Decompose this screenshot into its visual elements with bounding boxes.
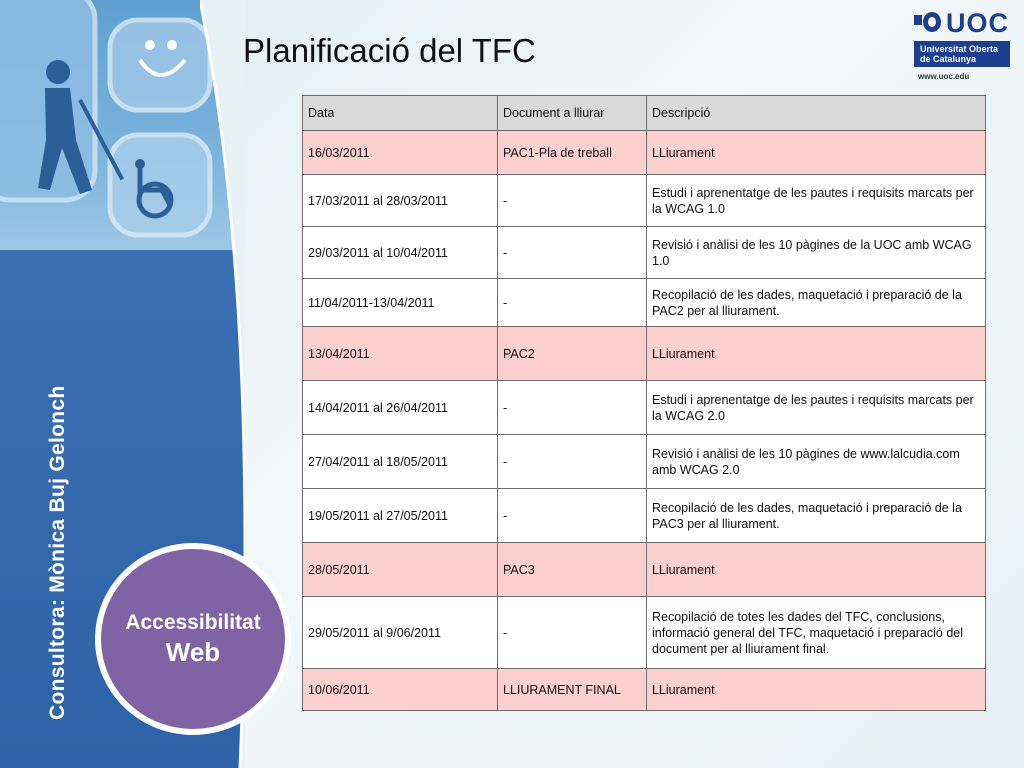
table-row	[303, 327, 986, 381]
cell-description: Revisió i anàlisi de les 10 pàgines de la UOC amb WCAG 1.0	[647, 227, 986, 279]
cell-document: -	[498, 381, 647, 435]
cell-date: 16/03/2011	[303, 131, 498, 175]
cell-description: Revisió i anàlisi de les 10 pàgines de www.lalcudia.com amb WCAG 2.0	[647, 435, 986, 489]
cell-document: PAC3	[498, 543, 647, 597]
accessibility-badge	[101, 549, 285, 729]
table-row	[303, 279, 986, 327]
table-row	[303, 435, 986, 489]
cell-date: 29/03/2011 al 10/04/2011	[303, 227, 498, 279]
logo-wordmark: UOC	[946, 7, 1009, 38]
cell-document: -	[498, 435, 647, 489]
cell-date: 10/06/2011	[303, 669, 498, 711]
cell-date: 28/05/2011	[303, 543, 498, 597]
logo-institution	[914, 41, 1010, 67]
uoc-logo	[914, 8, 1014, 86]
table-row	[303, 227, 986, 279]
cell-date: 27/04/2011 al 18/05/2011	[303, 435, 498, 489]
schedule-table	[302, 95, 986, 711]
table-row	[303, 669, 986, 711]
table-header-row	[303, 96, 986, 131]
cell-document: LLIURAMENT FINAL	[498, 669, 647, 711]
uoc-logo-icon	[914, 12, 942, 34]
cell-description: Recopilació de les dades, maquetació i preparació de la PAC2 per al lliurament.	[647, 279, 986, 327]
column-header-date: Data	[303, 96, 498, 131]
logo-url: www.uoc.edu	[918, 72, 970, 81]
schedule-table-container	[302, 95, 985, 711]
cell-document: -	[498, 175, 647, 227]
cell-date: 19/05/2011 al 27/05/2011	[303, 489, 498, 543]
cell-description: Estudi i aprenentatge de les pautes i requisits marcats per la WCAG 2.0	[647, 381, 986, 435]
cell-description: LLiurament	[647, 543, 986, 597]
cell-date: 14/04/2011 al 26/04/2011	[303, 381, 498, 435]
table-row	[303, 597, 986, 669]
badge-line-1: Accessibilitat	[125, 610, 261, 634]
cell-date: 13/04/2011	[303, 327, 498, 381]
cell-date: 11/04/2011-13/04/2011	[303, 279, 498, 327]
cell-document: -	[498, 279, 647, 327]
page-title: Planificació del TFC	[243, 32, 536, 69]
cell-description: Recopilació de totes les dades del TFC, conclusions, informació general del TFC, maquetació i preparació del document per al lliurament final.	[647, 597, 986, 669]
cell-description: LLiurament	[647, 669, 986, 711]
table-row	[303, 175, 986, 227]
logo-institution-line-2: de Catalunya	[920, 54, 977, 64]
cell-document: PAC1-Pla de treball	[498, 131, 647, 175]
cell-date: 17/03/2011 al 28/03/2011	[303, 175, 498, 227]
cell-description: LLiurament	[647, 327, 986, 381]
table-row	[303, 131, 986, 175]
cell-document: -	[498, 227, 647, 279]
consultant-name: Consultora: Mònica Buj Gelonch	[46, 385, 69, 720]
cell-description: Estudi i aprenentatge de les pautes i requisits marcats per la WCAG 1.0	[647, 175, 986, 227]
cell-date: 29/05/2011 al 9/06/2011	[303, 597, 498, 669]
cell-document: PAC2	[498, 327, 647, 381]
table-row	[303, 543, 986, 597]
cell-document: -	[498, 597, 647, 669]
badge-line-2: Web	[165, 636, 221, 667]
cell-description: LLiurament	[647, 131, 986, 175]
column-header-description: Descripció	[647, 96, 986, 131]
table-row	[303, 381, 986, 435]
table-row	[303, 489, 986, 543]
cell-document: -	[498, 489, 647, 543]
logo-institution-line-1: Universitat Oberta	[920, 44, 999, 54]
cell-description: Recopilació de les dades, maquetació i preparació de la PAC3 per al lliurament.	[647, 489, 986, 543]
column-header-document: Document a lliurar	[498, 96, 647, 131]
